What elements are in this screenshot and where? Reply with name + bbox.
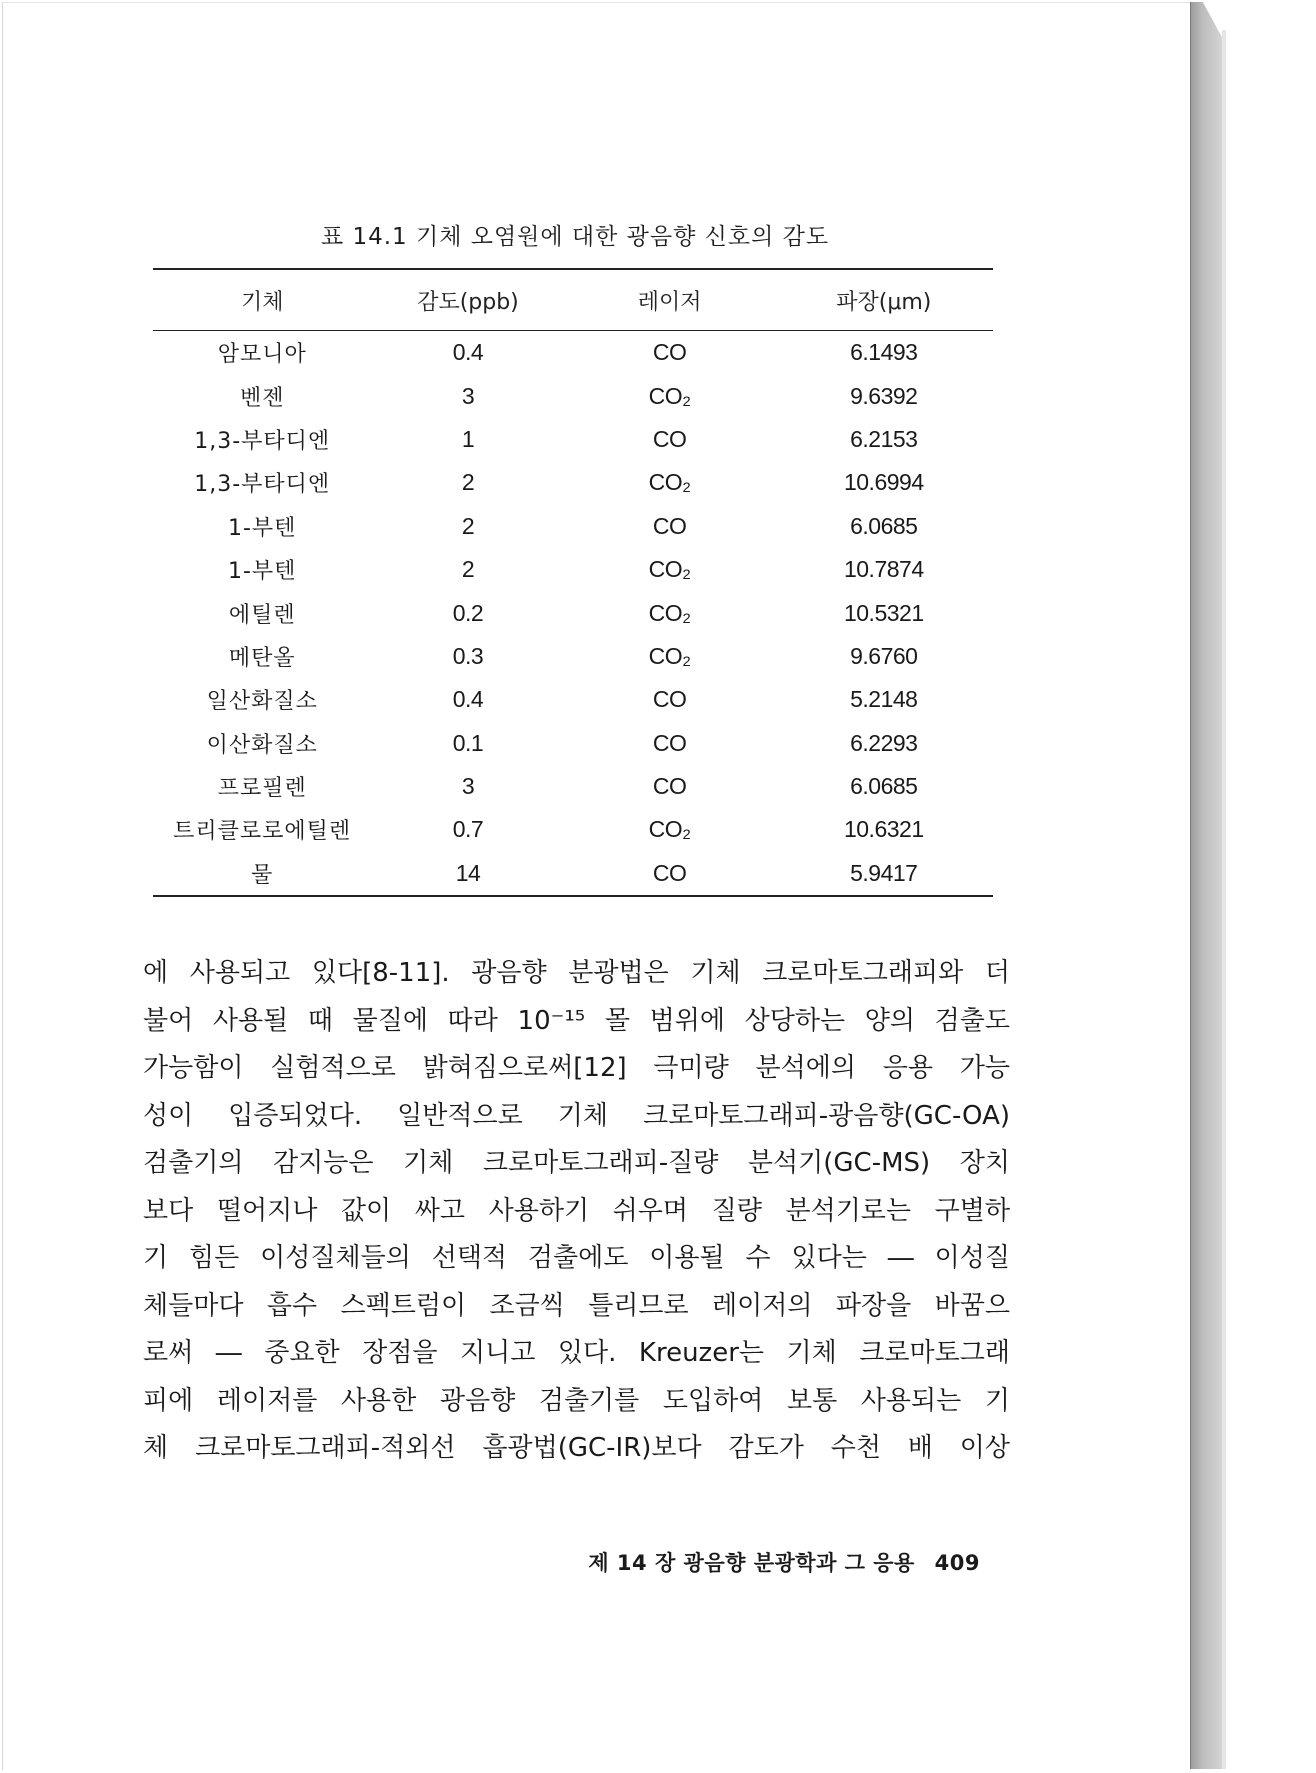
laser-cell: CO₂ — [648, 642, 691, 669]
laser-cell: CO — [652, 425, 687, 452]
laser-cell: CO — [652, 859, 687, 886]
sensitivity-cell: 0.4 — [452, 686, 484, 713]
table-row — [153, 374, 993, 417]
table-row — [153, 418, 993, 461]
sensitivity-cell: 0.2 — [452, 599, 484, 626]
laser-cell: CO₂ — [648, 469, 691, 496]
wavelength-cell: 10.6321 — [843, 816, 924, 843]
laser-cell: CO — [652, 729, 687, 756]
sensitivity-cell: 2 — [461, 469, 475, 496]
sensitivity-table — [153, 268, 993, 897]
gas-cell: 1,3-부타디엔 — [194, 472, 331, 498]
wavelength-cell: 6.0685 — [850, 773, 918, 800]
laser-cell: CO₂ — [648, 599, 691, 626]
table-row — [153, 505, 993, 548]
page-edge — [1190, 2, 1222, 1769]
gas-cell: 에틸렌 — [228, 602, 296, 628]
table-header-row — [153, 270, 993, 330]
table-row — [153, 808, 993, 851]
sensitivity-cell: 14 — [455, 859, 481, 886]
table-row — [153, 635, 993, 678]
table-row — [153, 461, 993, 504]
sensitivity-cell: 0.3 — [452, 642, 484, 669]
table-row — [153, 852, 993, 895]
body-line: 체들마다 흡수 스펙트럼이 조금씩 틀리므로 레이저의 파장을 바꿈으 — [143, 1290, 1010, 1321]
wavelength-cell: 9.6392 — [850, 382, 918, 409]
wavelength-cell: 10.6994 — [843, 469, 924, 496]
body-line: 보다 떨어지나 값이 싸고 사용하기 쉬우며 질량 분석기로는 구별하 — [143, 1195, 1010, 1226]
table-row — [153, 591, 993, 634]
body-line: 에 사용되고 있다[8-11]. 광음향 분광법은 기체 크로마토그래피와 더 — [143, 958, 1010, 988]
body-line: 성이 입증되었다. 일반적으로 기체 크로마토그래피-광음향(GC-OA) — [143, 1100, 1010, 1131]
body-line: 불어 사용될 때 물질에 따라 10⁻¹⁵ 몰 범위에 상당하는 양의 검출도 — [143, 1005, 1010, 1036]
gas-cell: 일산화질소 — [206, 689, 318, 715]
header-wavelength: 파장(μm) — [836, 289, 932, 315]
laser-cell: CO₂ — [648, 382, 691, 409]
gas-cell: 메탄올 — [228, 645, 296, 671]
laser-cell: CO — [652, 512, 687, 539]
table-row — [153, 331, 993, 374]
header-gas: 기체 — [240, 289, 284, 315]
laser-cell: CO — [652, 773, 687, 800]
table-row — [153, 722, 993, 765]
sensitivity-cell: 2 — [461, 556, 475, 583]
sensitivity-cell: 0.7 — [452, 816, 484, 843]
body-line: 검출기의 감지능은 기체 크로마토그래피-질량 분석기(GC-MS) 장치 — [143, 1148, 1010, 1178]
body-line: 피에 레이저를 사용한 광음향 검출기를 도입하여 보통 사용되는 기 — [143, 1385, 1010, 1416]
table-caption: 표 14.1 기체 오염원에 대한 광음향 신호의 감도 — [320, 224, 830, 250]
body-line: 체 크로마토그래피-적외선 흡광법(GC-IR)보다 감도가 수천 배 이상 — [143, 1433, 1010, 1463]
gas-cell: 1-부텐 — [227, 515, 297, 541]
gas-cell: 이산화질소 — [206, 732, 318, 758]
gas-cell: 벤젠 — [239, 385, 285, 411]
table-body — [153, 331, 993, 895]
wavelength-cell: 5.2148 — [850, 686, 918, 713]
wavelength-cell: 6.1493 — [850, 339, 918, 366]
laser-cell: CO₂ — [648, 556, 691, 583]
gas-cell: 암모니아 — [217, 342, 307, 368]
body-line: 기 힘든 이성질체들의 선택적 검출에도 이용될 수 있다는 ― 이성질 — [143, 1243, 1010, 1273]
page-footer — [560, 1547, 980, 1577]
gas-cell: 프로필렌 — [217, 776, 307, 802]
wavelength-cell: 10.5321 — [843, 599, 924, 626]
wavelength-cell: 6.2153 — [850, 425, 918, 452]
running-chapter-title: 제 14 장 광음향 분광학과 그 응용 — [588, 1551, 915, 1575]
page-edge-shadow — [1222, 30, 1226, 1769]
gas-cell: 트리클로로에틸렌 — [173, 819, 352, 845]
table-row — [153, 678, 993, 721]
wavelength-cell: 6.2293 — [850, 729, 918, 756]
laser-cell: CO — [652, 339, 687, 366]
table-row — [153, 765, 993, 808]
wavelength-cell: 6.0685 — [850, 512, 918, 539]
body-paragraph — [143, 950, 1010, 1473]
gas-cell: 물 — [251, 862, 274, 888]
wavelength-cell: 9.6760 — [850, 642, 918, 669]
laser-cell: CO — [652, 686, 687, 713]
sensitivity-cell: 0.4 — [452, 339, 484, 366]
table-bottom-rule — [153, 895, 993, 897]
wavelength-cell: 10.7874 — [843, 556, 924, 583]
body-line: 가능함이 실험적으로 밝혀짐으로써[12] 극미량 분석에의 응용 가능 — [143, 1053, 1010, 1083]
page-number: 409 — [934, 1551, 980, 1575]
gas-cell: 1,3-부타디엔 — [194, 428, 331, 454]
table-row — [153, 548, 993, 591]
sensitivity-cell: 3 — [461, 382, 475, 409]
body-line: 로써 ― 중요한 장점을 지니고 있다. Kreuzer는 기체 크로마토그래 — [143, 1338, 1010, 1368]
sensitivity-cell: 3 — [461, 773, 475, 800]
header-sensitivity: 감도(ppb) — [417, 289, 519, 315]
laser-cell: CO₂ — [648, 816, 691, 843]
header-laser: 레이저 — [637, 289, 702, 315]
sensitivity-cell: 2 — [461, 512, 475, 539]
wavelength-cell: 5.9417 — [850, 859, 918, 886]
sensitivity-cell: 0.1 — [452, 729, 484, 756]
gas-cell: 1-부텐 — [227, 559, 297, 585]
sensitivity-cell: 1 — [461, 425, 475, 452]
